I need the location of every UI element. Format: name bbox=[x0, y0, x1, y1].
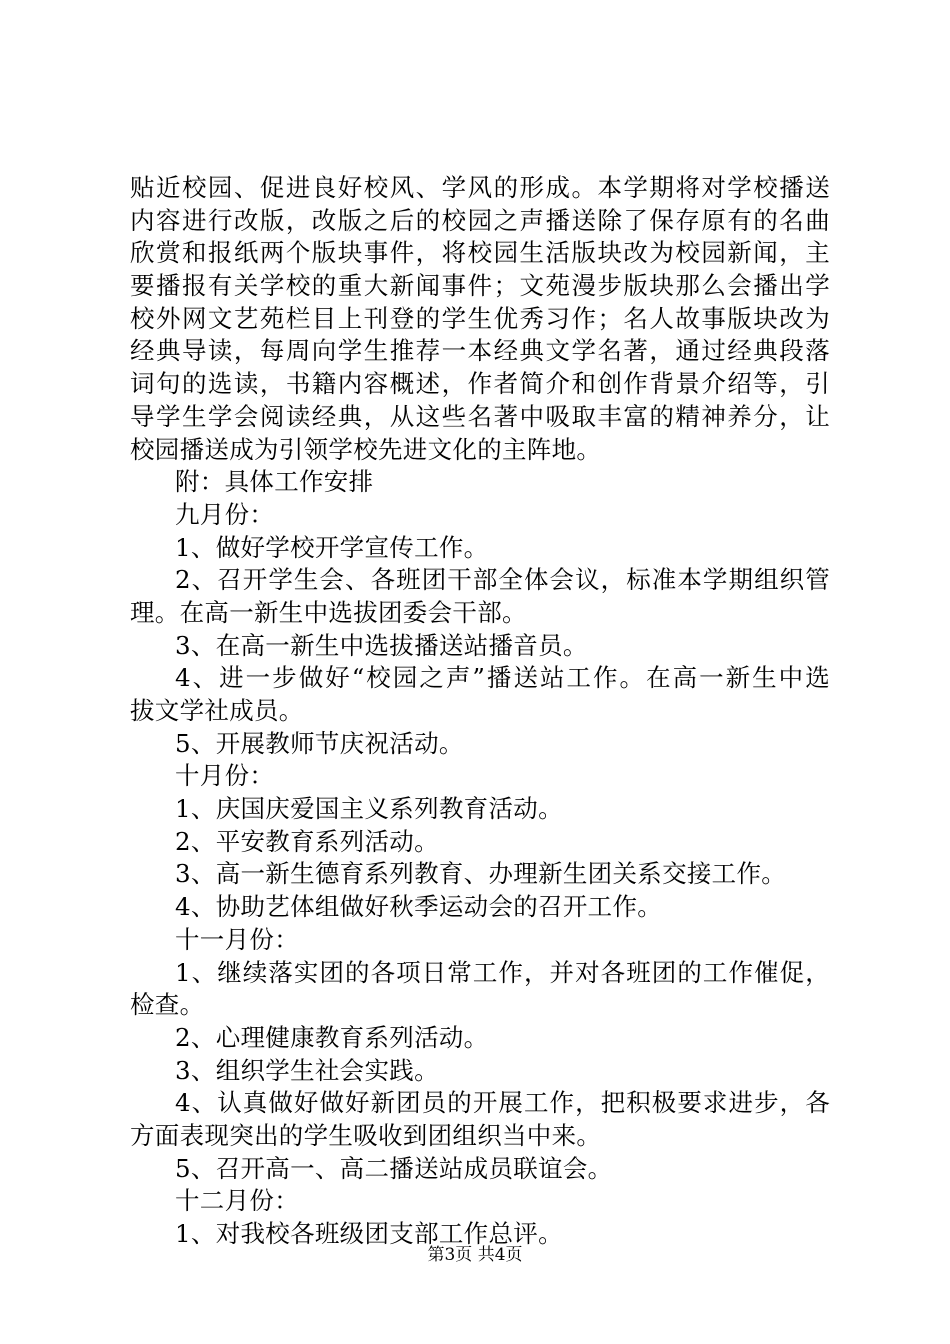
text-line: 3、高一新生德育系列教育、办理新生团关系交接工作。 bbox=[175, 859, 787, 889]
text-line: 十二月份： bbox=[175, 1186, 299, 1216]
text-line: 4、进一步做好“校园之声”播送站工作。在高一新生中选 bbox=[175, 663, 830, 693]
text-line: 1、对我校各班级团支部工作总评。 bbox=[175, 1219, 563, 1248]
text-line: 方面表现突出的学生吸收到团组织当中来。 bbox=[130, 1120, 602, 1150]
text-line: 十一月份： bbox=[175, 924, 299, 954]
text-line: 校外网文艺苑栏目上刊登的学生优秀习作；名人故事版块改为 bbox=[130, 303, 830, 333]
text-line: 理。在高一新生中选拔团委会干部。 bbox=[130, 597, 527, 627]
text-line: 2、召开学生会、各班团干部全体会议，标准本学期组织管 bbox=[175, 565, 830, 595]
text-line: 4、认真做好做好新团员的开展工作，把积极要求进步，各 bbox=[175, 1088, 830, 1118]
text-line: 九月份： bbox=[175, 499, 275, 529]
text-line: 5、开展教师节庆祝活动。 bbox=[175, 728, 464, 758]
text-line: 3、在高一新生中选拔播送站播音员。 bbox=[175, 630, 588, 660]
text-line: 2、心理健康教育系列活动。 bbox=[175, 1022, 489, 1052]
text-line: 检查。 bbox=[130, 990, 205, 1020]
page-footer: 第3页 共4页 bbox=[427, 1245, 523, 1265]
document-body bbox=[130, 172, 830, 1251]
text-line: 欣赏和报纸两个版块事件，将校园生活版块改为校园新闻，主 bbox=[130, 238, 830, 268]
text-line: 内容进行改版，改版之后的校园之声播送除了保存原有的名曲 bbox=[130, 205, 830, 235]
text-line: 贴近校园、促进良好校风、学风的形成。本学期将对学校播送 bbox=[130, 173, 830, 202]
text-line: 导学生学会阅读经典，从这些名著中吸取丰富的精神养分，让 bbox=[130, 401, 830, 431]
text-line: 经典导读，每周向学生推荐一本经典文学名著，通过经典段落 bbox=[130, 336, 830, 366]
text-line: 校园播送成为引领学校先进文化的主阵地。 bbox=[130, 434, 602, 464]
text-line: 拔文学社成员。 bbox=[130, 696, 304, 725]
text-line: 十月份： bbox=[175, 761, 275, 791]
text-line: 4、协助艺体组做好秋季运动会的召开工作。 bbox=[175, 892, 663, 922]
text-line: 1、做好学校开学宣传工作。 bbox=[175, 532, 489, 562]
text-line: 5、召开高一、高二播送站成员联谊会。 bbox=[175, 1153, 613, 1183]
text-line: 附：具体工作安排 bbox=[175, 467, 374, 497]
text-line: 2、平安教育系列活动。 bbox=[175, 826, 439, 856]
text-line: 1、庆国庆爱国主义系列教育活动。 bbox=[175, 794, 563, 824]
text-line: 要播报有关学校的重大新闻事件；文苑漫步版块那么会播出学 bbox=[130, 271, 830, 301]
text-line: 1、继续落实团的各项日常工作，并对各班团的工作催促， bbox=[175, 957, 830, 987]
text-line: 3、组织学生社会实践。 bbox=[175, 1055, 439, 1085]
text-line: 词句的选读，书籍内容概述，作者简介和创作背景介绍等，引 bbox=[130, 369, 830, 399]
